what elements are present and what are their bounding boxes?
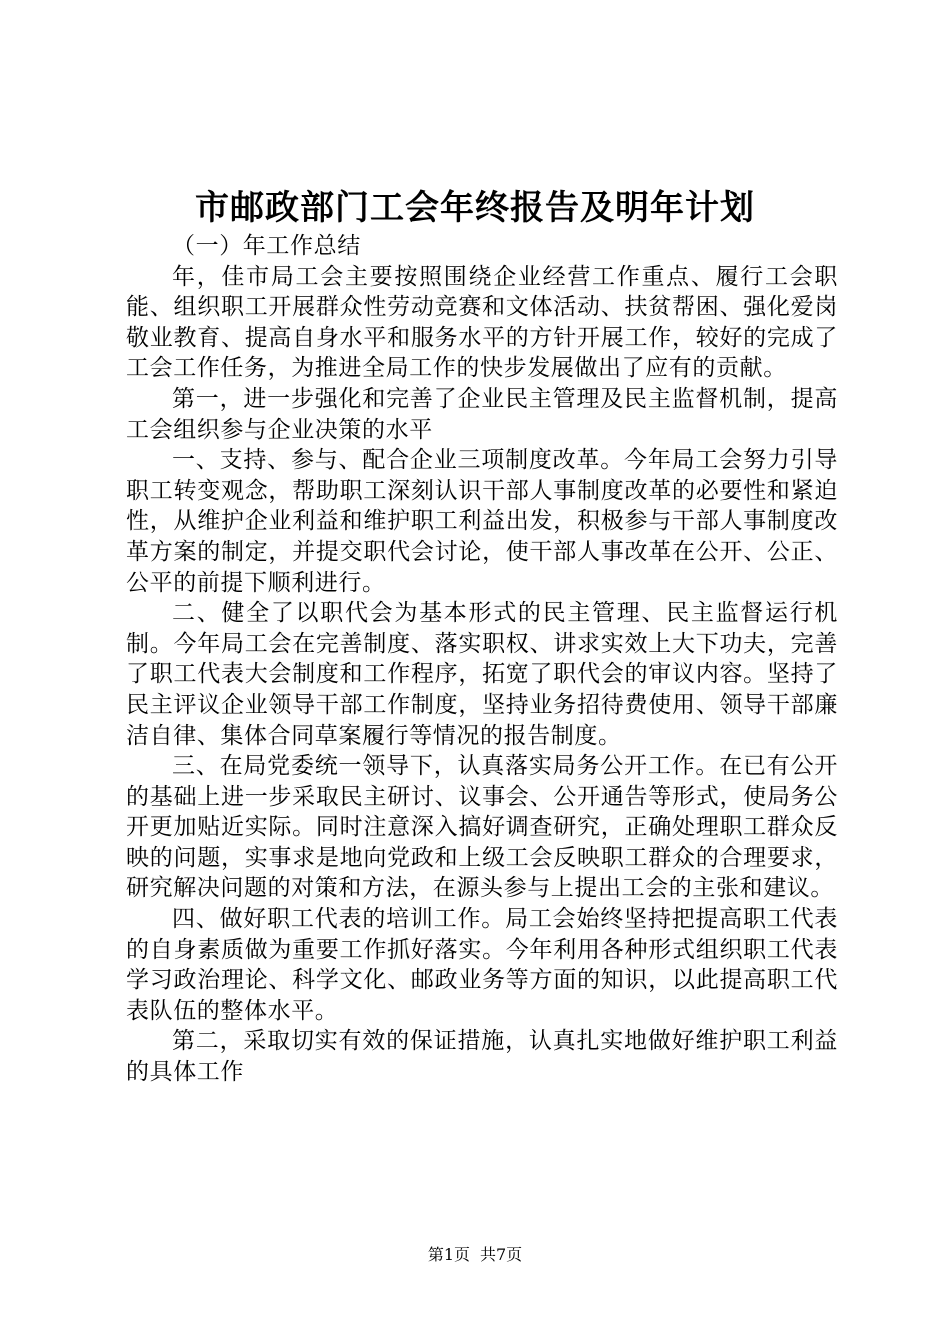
document-title: 市邮政部门工会年终报告及明年计划 [195,188,755,228]
paragraph: 四、做好职工代表的培训工作。局工会始终坚持把提高职工代表的自身素质做为重要工作抓好落实。今年利用各种形式组织职工代表学习政治理论、科学文化、邮政业务等方面的知识，以此提高职工代表队伍的整体水平。 [126,906,838,1024]
paragraph: 第二，采取切实有效的保证措施，认真扎实地做好维护职工利益的具体工作 [126,1028,838,1086]
page-total: 共7页 [480,1245,523,1264]
paragraph: 一、支持、参与、配合企业三项制度改革。今年局工会努力引导职工转变观念，帮助职工深刻认识干部人事制度改革的必要性和紧迫性，从维护企业利益和维护职工利益出发，积极参与干部人事制度改革方案的制定，并提交职代会讨论，使干部人事改革在公开、公正、公平的前提下顺利进行。 [126,447,838,596]
page-number: 第1页 [427,1245,470,1264]
document-body [126,231,838,1088]
page-footer [0,1244,950,1266]
paragraph: 第一，进一步强化和完善了企业民主管理及民主监督机制，提高工会组织参与企业决策的水平 [126,385,838,443]
paragraph: 年，佳市局工会主要按照围绕企业经营工作重点、履行工会职能、组织职工开展群众性劳动竞赛和文体活动、扶贫帮困、强化爱岗敬业教育、提高自身水平和服务水平的方针开展工作，较好的完成了工会工作任务，为推进全局工作的快步发展做出了应有的贡献。 [126,263,838,382]
paragraph: 三、在局党委统一领导下，认真落实局务公开工作。在已有公开的基础上进一步采取民主研讨、议事会、公开通告等形式，使局务公开更加贴近实际。同时注意深入搞好调查研究，正确处理职工群众反映的问题，实事求是地向党政和上级工会反映职工群众的合理要求，研究解决问题的对策和方法，在源头参与上提出工会的主张和建议。 [126,753,838,902]
section-heading: （一）年工作总结 [172,233,361,259]
paragraph: 二、健全了以职代会为基本形式的民主管理、民主监督运行机制。今年局工会在完善制度、落实职权、讲求实效上大下功夫，完善了职工代表大会制度和工作程序，拓宽了职代会的审议内容。坚持了民主评议企业领导干部工作制度，坚持业务招待费使用、领导干部廉洁自律、集体合同草案履行等情况的报告制度。 [126,600,838,749]
